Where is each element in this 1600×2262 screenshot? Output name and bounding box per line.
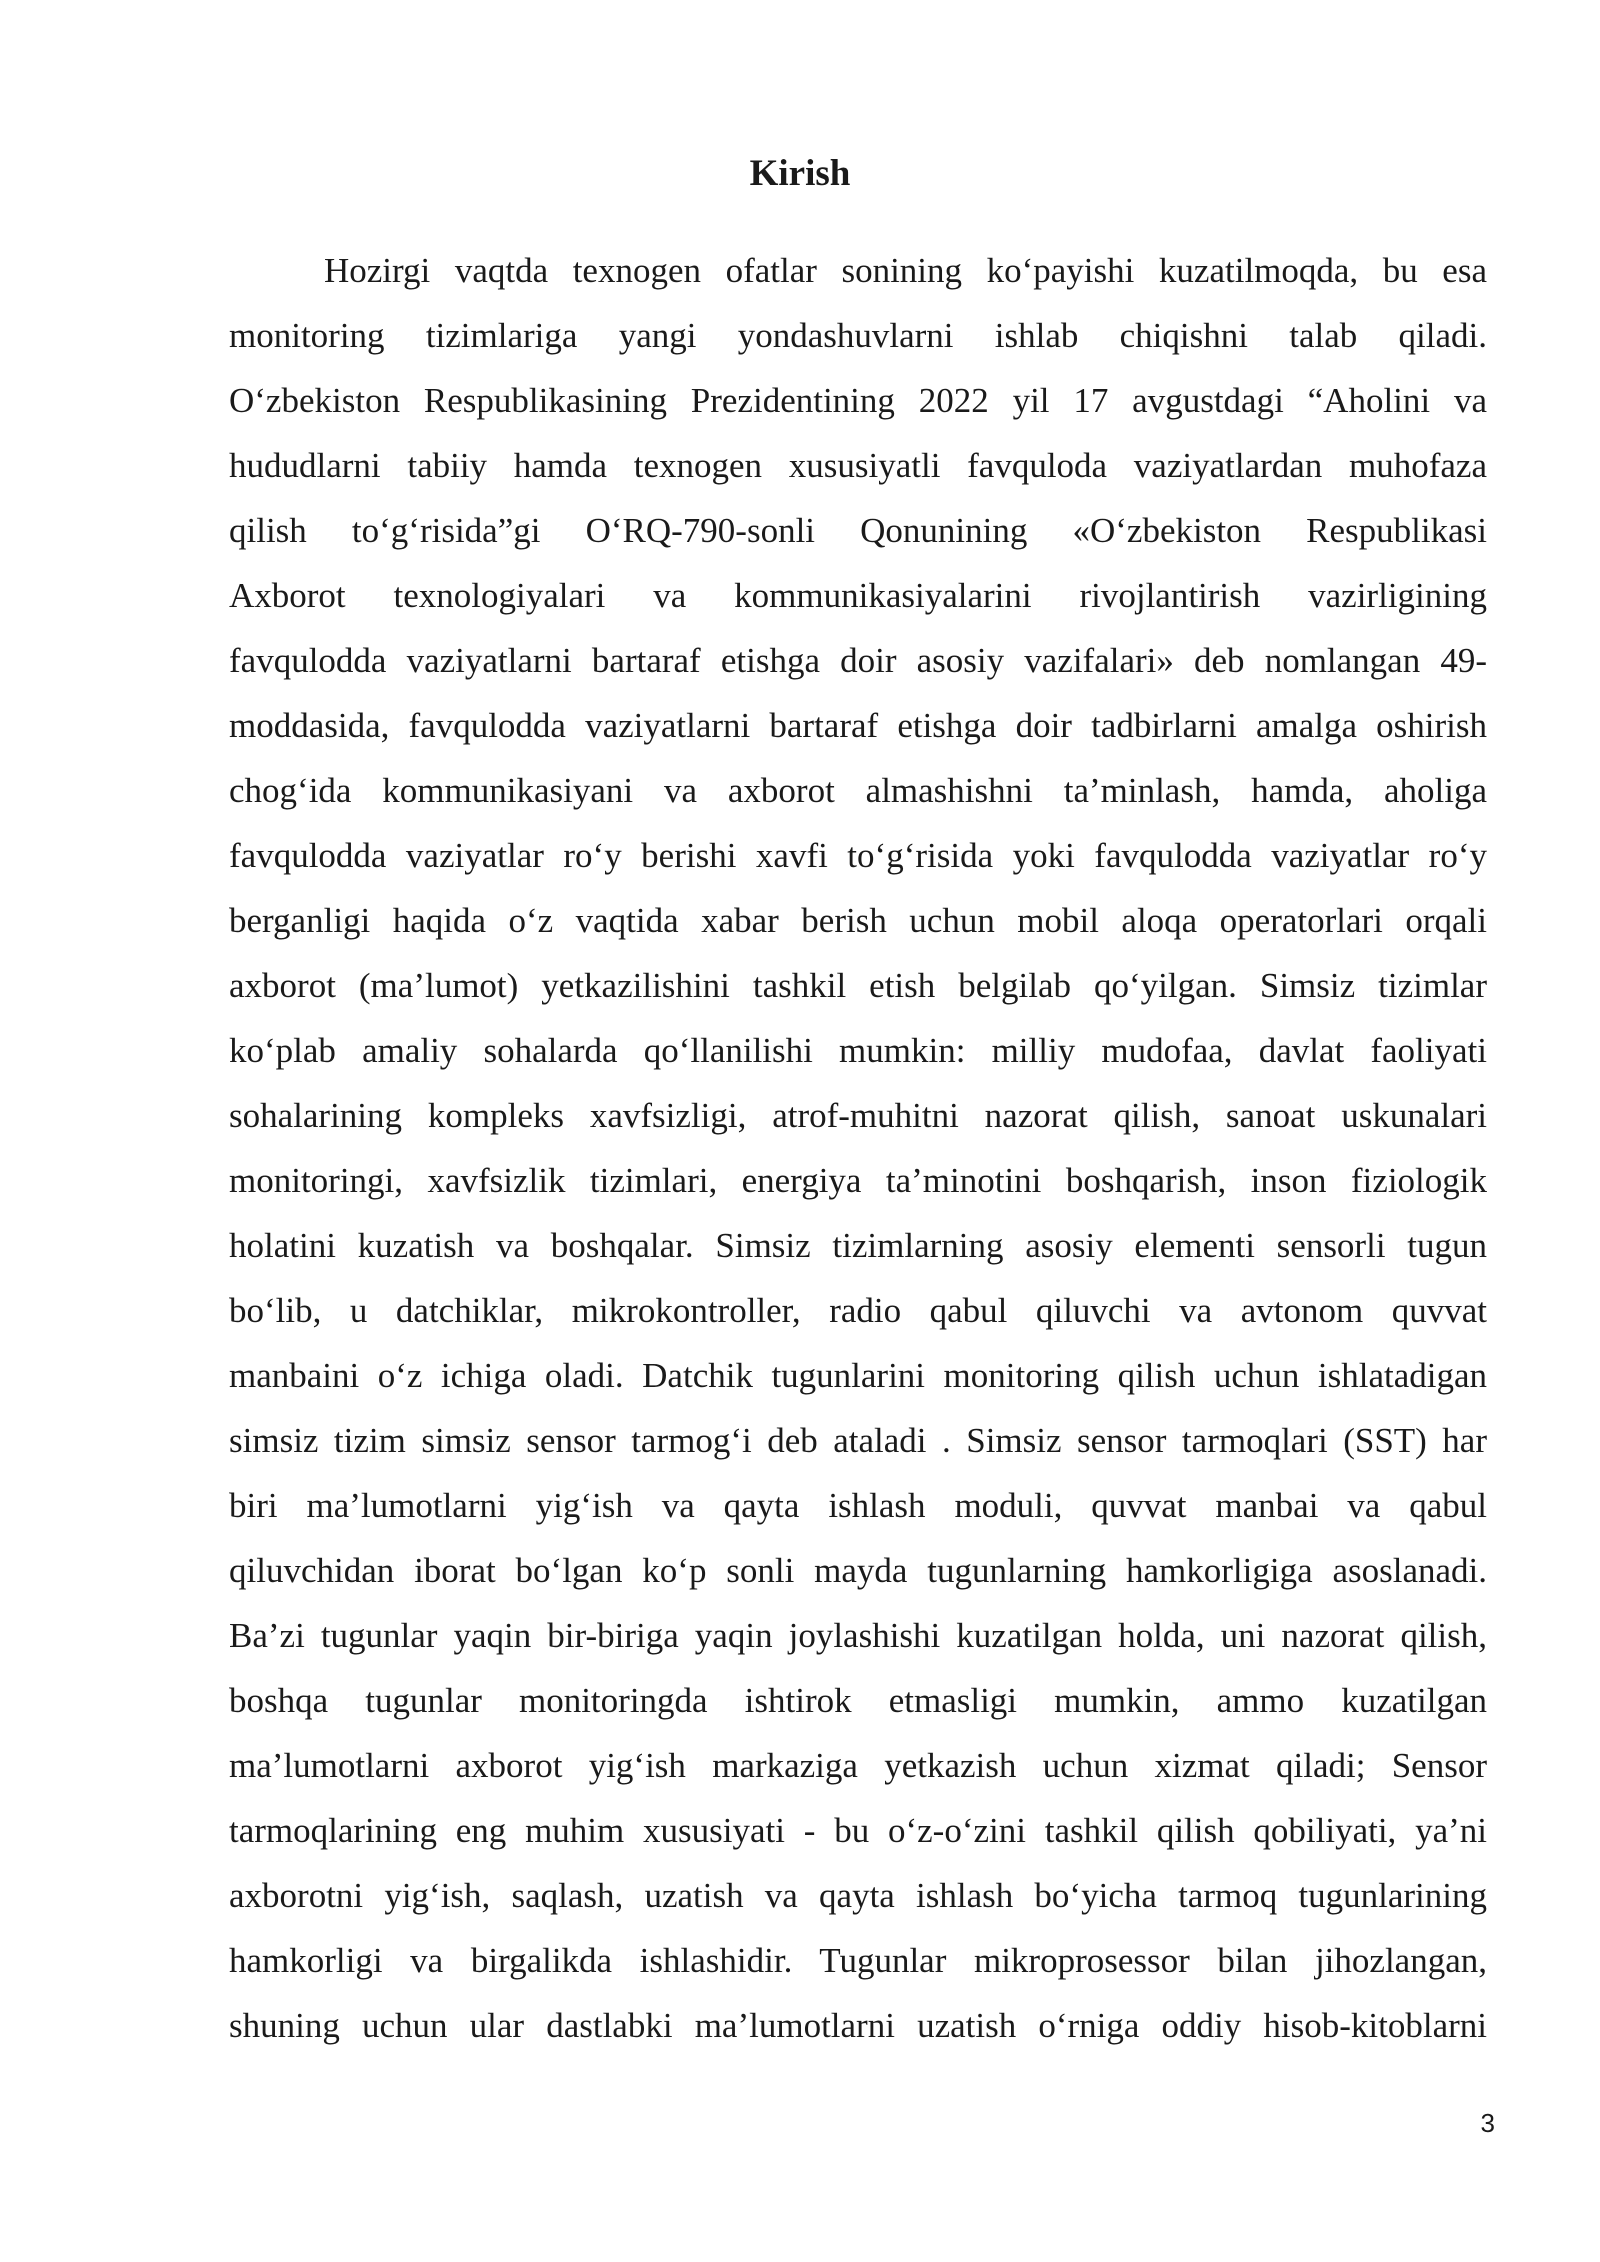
text-line: O‘zbekiston Respublikasining Prezidentining 2022 yil 17 avgustdagi “Aholini va: [229, 381, 1487, 420]
text-line: Axborot texnologiyalari va kommunikasiyalarini rivojlantirish vazirligining: [229, 576, 1487, 615]
text-line: ko‘plab amaliy sohalarda qo‘llanilishi mumkin: milliy mudofaa, davlat faoliyati: [229, 1031, 1487, 1070]
text-line: Hozirgi vaqtda texnogen ofatlar sonining ko‘payishi kuzatilmoqda, bu esa: [324, 251, 1487, 290]
text-line: axborot (ma’lumot) yetkazilishini tashkil etish belgilab qo‘yilgan. Simsiz tizimlar: [229, 966, 1487, 1005]
text-line: biri ma’lumotlarni yig‘ish va qayta ishlash moduli, quvvat manbai va qabul: [229, 1486, 1487, 1525]
text-line: moddasida, favqulodda vaziyatlarni bartaraf etishga doir tadbirlarni amalga oshirish: [229, 706, 1487, 745]
text-line: qiluvchidan iborat bo‘lgan ko‘p sonli mayda tugunlarning hamkorligiga asoslanadi.: [229, 1551, 1487, 1590]
text-line: axborotni yig‘ish, saqlash, uzatish va qayta ishlash bo‘yicha tarmoq tugunlarining: [229, 1876, 1487, 1915]
text-line: sohalarining kompleks xavfsizligi, atrof-muhitni nazorat qilish, sanoat uskunalari: [229, 1096, 1487, 1135]
text-line: tarmoqlarining eng muhim xususiyati - bu o‘z-o‘zini tashkil qilish qobiliyati, ya’ni: [229, 1811, 1487, 1850]
text-line: favqulodda vaziyatlarni bartaraf etishga doir asosiy vazifalari» deb nomlangan 49-: [229, 641, 1487, 680]
text-line: shuning uchun ular dastlabki ma’lumotlarni uzatish o‘rniga oddiy hisob-kitoblarni: [229, 2006, 1487, 2045]
text-line: hamkorligi va birgalikda ishlashidir. Tugunlar mikroprosessor bilan jihozlangan,: [229, 1941, 1487, 1980]
text-line: holatini kuzatish va boshqalar. Simsiz tizimlarning asosiy elementi sensorli tugun: [229, 1226, 1487, 1265]
text-line: chog‘ida kommunikasiyani va axborot almashishni ta’minlash, hamda, aholiga: [229, 771, 1487, 810]
text-line: ma’lumotlarni axborot yig‘ish markaziga yetkazish uchun xizmat qiladi; Sensor: [229, 1746, 1487, 1785]
text-line: bo‘lib, u datchiklar, mikrokontroller, radio qabul qiluvchi va avtonom quvvat: [229, 1291, 1487, 1330]
text-line: hududlarni tabiiy hamda texnogen xususiyatli favquloda vaziyatlardan muhofaza: [229, 446, 1487, 485]
text-line: monitoringi, xavfsizlik tizimlari, energiya ta’minotini boshqarish, inson fiziologik: [229, 1161, 1487, 1200]
page-number: 3: [1480, 2108, 1495, 2138]
text-line: Ba’zi tugunlar yaqin bir-biriga yaqin joylashishi kuzatilgan holda, uni nazorat qilish,: [229, 1616, 1487, 1655]
text-line: boshqa tugunlar monitoringda ishtirok etmasligi mumkin, ammo kuzatilgan: [229, 1681, 1487, 1720]
text-line: simsiz tizim simsiz sensor tarmog‘i deb ataladi . Simsiz sensor tarmoqlari (SST) har: [229, 1421, 1487, 1460]
text-line: favqulodda vaziyatlar ro‘y berishi xavfi to‘g‘risida yoki favqulodda vaziyatlar ro‘y: [229, 836, 1487, 875]
text-line: monitoring tizimlariga yangi yondashuvlarni ishlab chiqishni talab qiladi.: [229, 316, 1487, 355]
body-paragraph: [229, 238, 1487, 2058]
text-line: berganligi haqida o‘z vaqtida xabar berish uchun mobil aloqa operatorlari orqali: [229, 901, 1487, 940]
section-heading: Kirish: [749, 153, 851, 194]
text-line: manbaini o‘z ichiga oladi. Datchik tugunlarini monitoring qilish uchun ishlatadigan: [229, 1356, 1487, 1395]
text-line: qilish to‘g‘risida”gi O‘RQ-790-sonli Qonunining «O‘zbekiston Respublikasi: [229, 511, 1487, 550]
